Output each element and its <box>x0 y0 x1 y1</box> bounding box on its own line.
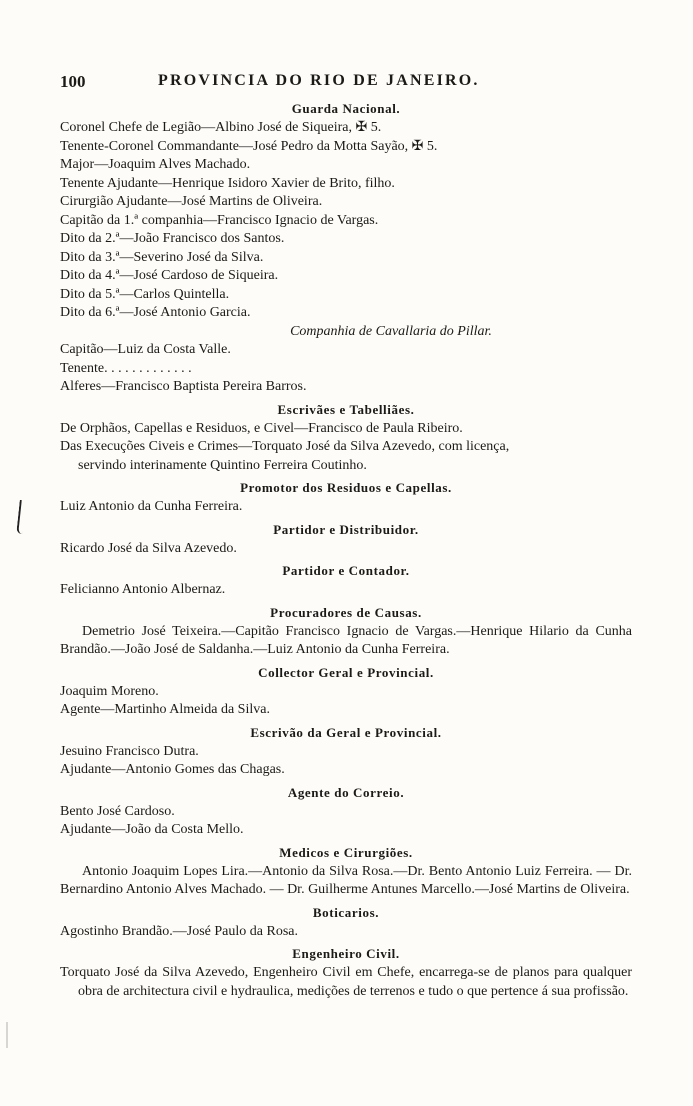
section-heading-escrivaes: Escrivães e Tabelliães. <box>277 401 415 417</box>
text-line: De Orphãos, Capellas e Residuos, e Civel—Francisco de Paula Ribeiro. <box>60 420 463 436</box>
text-line: Tenente. . . . . . . . . . . . . <box>60 360 192 376</box>
text-line: servindo interinamente Quintino Ferreira Coutinho. <box>78 457 367 473</box>
section-heading-engenheiro: Engenheiro Civil. <box>292 946 400 961</box>
text-line: Ricardo José da Silva Azevedo. <box>60 540 237 556</box>
text-line: Dito da 5.ª—Carlos Quintella. <box>60 286 230 302</box>
text-line: Dito da 3.ª—Severino José da Silva. <box>60 249 264 265</box>
text-paragraph: Antonio Joaquim Lopes Lira.—Antonio da Silva Rosa.—Dr. Bento Antonio Luiz Ferreira. — Dr. Bernardino Antonio Alves Machado. — Dr. Guilherme Antunes Marcello.—José Martins de Oliveira. <box>60 863 632 897</box>
text-line: Dito da 6.ª—José Antonio Garcia. <box>60 305 251 320</box>
text-line: Coronel Chefe de Legião—Albino José de Siqueira, ✠ 5. <box>60 120 382 135</box>
running-title: PROVINCIA DO RIO DE JANEIRO. <box>158 72 480 89</box>
text-line: Luiz Antonio da Cunha Ferreira. <box>60 499 243 514</box>
page-header <box>60 72 633 92</box>
text-line: Ajudante—Antonio Gomes das Chagas. <box>60 762 285 777</box>
text-line: Capitão—Luiz da Costa Valle. <box>60 342 231 357</box>
margin-ink-mark <box>16 500 26 534</box>
section-heading-collector: Collector Geral e Provincial. <box>258 664 434 680</box>
text-line: Major—Joaquim Alves Machado. <box>60 157 251 172</box>
section-heading-boticarios: Boticarios. <box>312 904 380 920</box>
text-line: Ajudante—João da Costa Mello. <box>60 822 244 837</box>
text-line: Alferes—Francisco Baptista Pereira Barros. <box>60 379 307 394</box>
subheading-cavallaria: Companhia de Cavallaria do Pillar. <box>290 323 492 339</box>
section-heading-guarda-nacional: Guarda Nacional. <box>291 101 401 116</box>
text-line: Jesuino Francisco Dutra. <box>60 743 199 759</box>
section-heading-procuradores: Procuradores de Causas. <box>270 604 422 620</box>
text-line: Tenente-Coronel Commandante—José Pedro da Motta Sayão, ✠ 5. <box>60 138 438 154</box>
text-line: Capitão da 1.ª companhia—Francisco Ignacio de Vargas. <box>60 212 379 228</box>
section-heading-partidor-distribuidor: Partidor e Distribuidor. <box>273 521 419 537</box>
section-heading-promotor: Promotor dos Residuos e Capellas. <box>240 480 452 495</box>
text-line: Dito da 4.ª—José Cardoso de Siqueira. <box>60 268 279 283</box>
text-line: Dito da 2.ª—João Francisco dos Santos. <box>60 231 285 246</box>
text-paragraph: Torquato José da Silva Azevedo, Engenheiro Civil em Chefe, encarrega-se de planos para qualquer obra de architectura civil e hydraulica, medições de terrenos e tudo o que pertence á sua profissão. <box>60 965 632 999</box>
page-number: 100 <box>60 72 86 91</box>
section-heading-escrivao-geral: Escrivão da Geral e Provincial. <box>250 724 442 740</box>
text-line: Agostinho Brandão.—José Paulo da Rosa. <box>60 923 298 939</box>
text-line: Cirurgião Ajudante—José Martins de Oliveira. <box>60 194 323 209</box>
margin-shadow <box>6 1022 8 1048</box>
page-body <box>60 96 632 1001</box>
text-line: Das Execuções Civeis e Crimes—Torquato José da Silva Azevedo, com licença, <box>60 439 510 454</box>
text-line: Felicianno Antonio Albernaz. <box>60 582 226 597</box>
section-heading-partidor-contador: Partidor e Contador. <box>282 563 410 578</box>
text-line: Agente—Martinho Almeida da Silva. <box>60 702 270 717</box>
section-heading-medicos: Medicos e Cirurgiões. <box>279 844 413 860</box>
text-line: Joaquim Moreno. <box>60 683 159 699</box>
section-heading-correio: Agente do Correio. <box>287 784 405 800</box>
text-paragraph: Demetrio José Teixeira.—Capitão Francisco Ignacio de Vargas.—Henrique Hilario da Cunha Brandão.—João José de Saldanha.—Luiz Antonio da Cunha Ferreira. <box>60 623 632 657</box>
text-line: Bento José Cardoso. <box>60 803 175 819</box>
text-line: Tenente Ajudante—Henrique Isidoro Xavier de Brito, filho. <box>60 175 395 191</box>
